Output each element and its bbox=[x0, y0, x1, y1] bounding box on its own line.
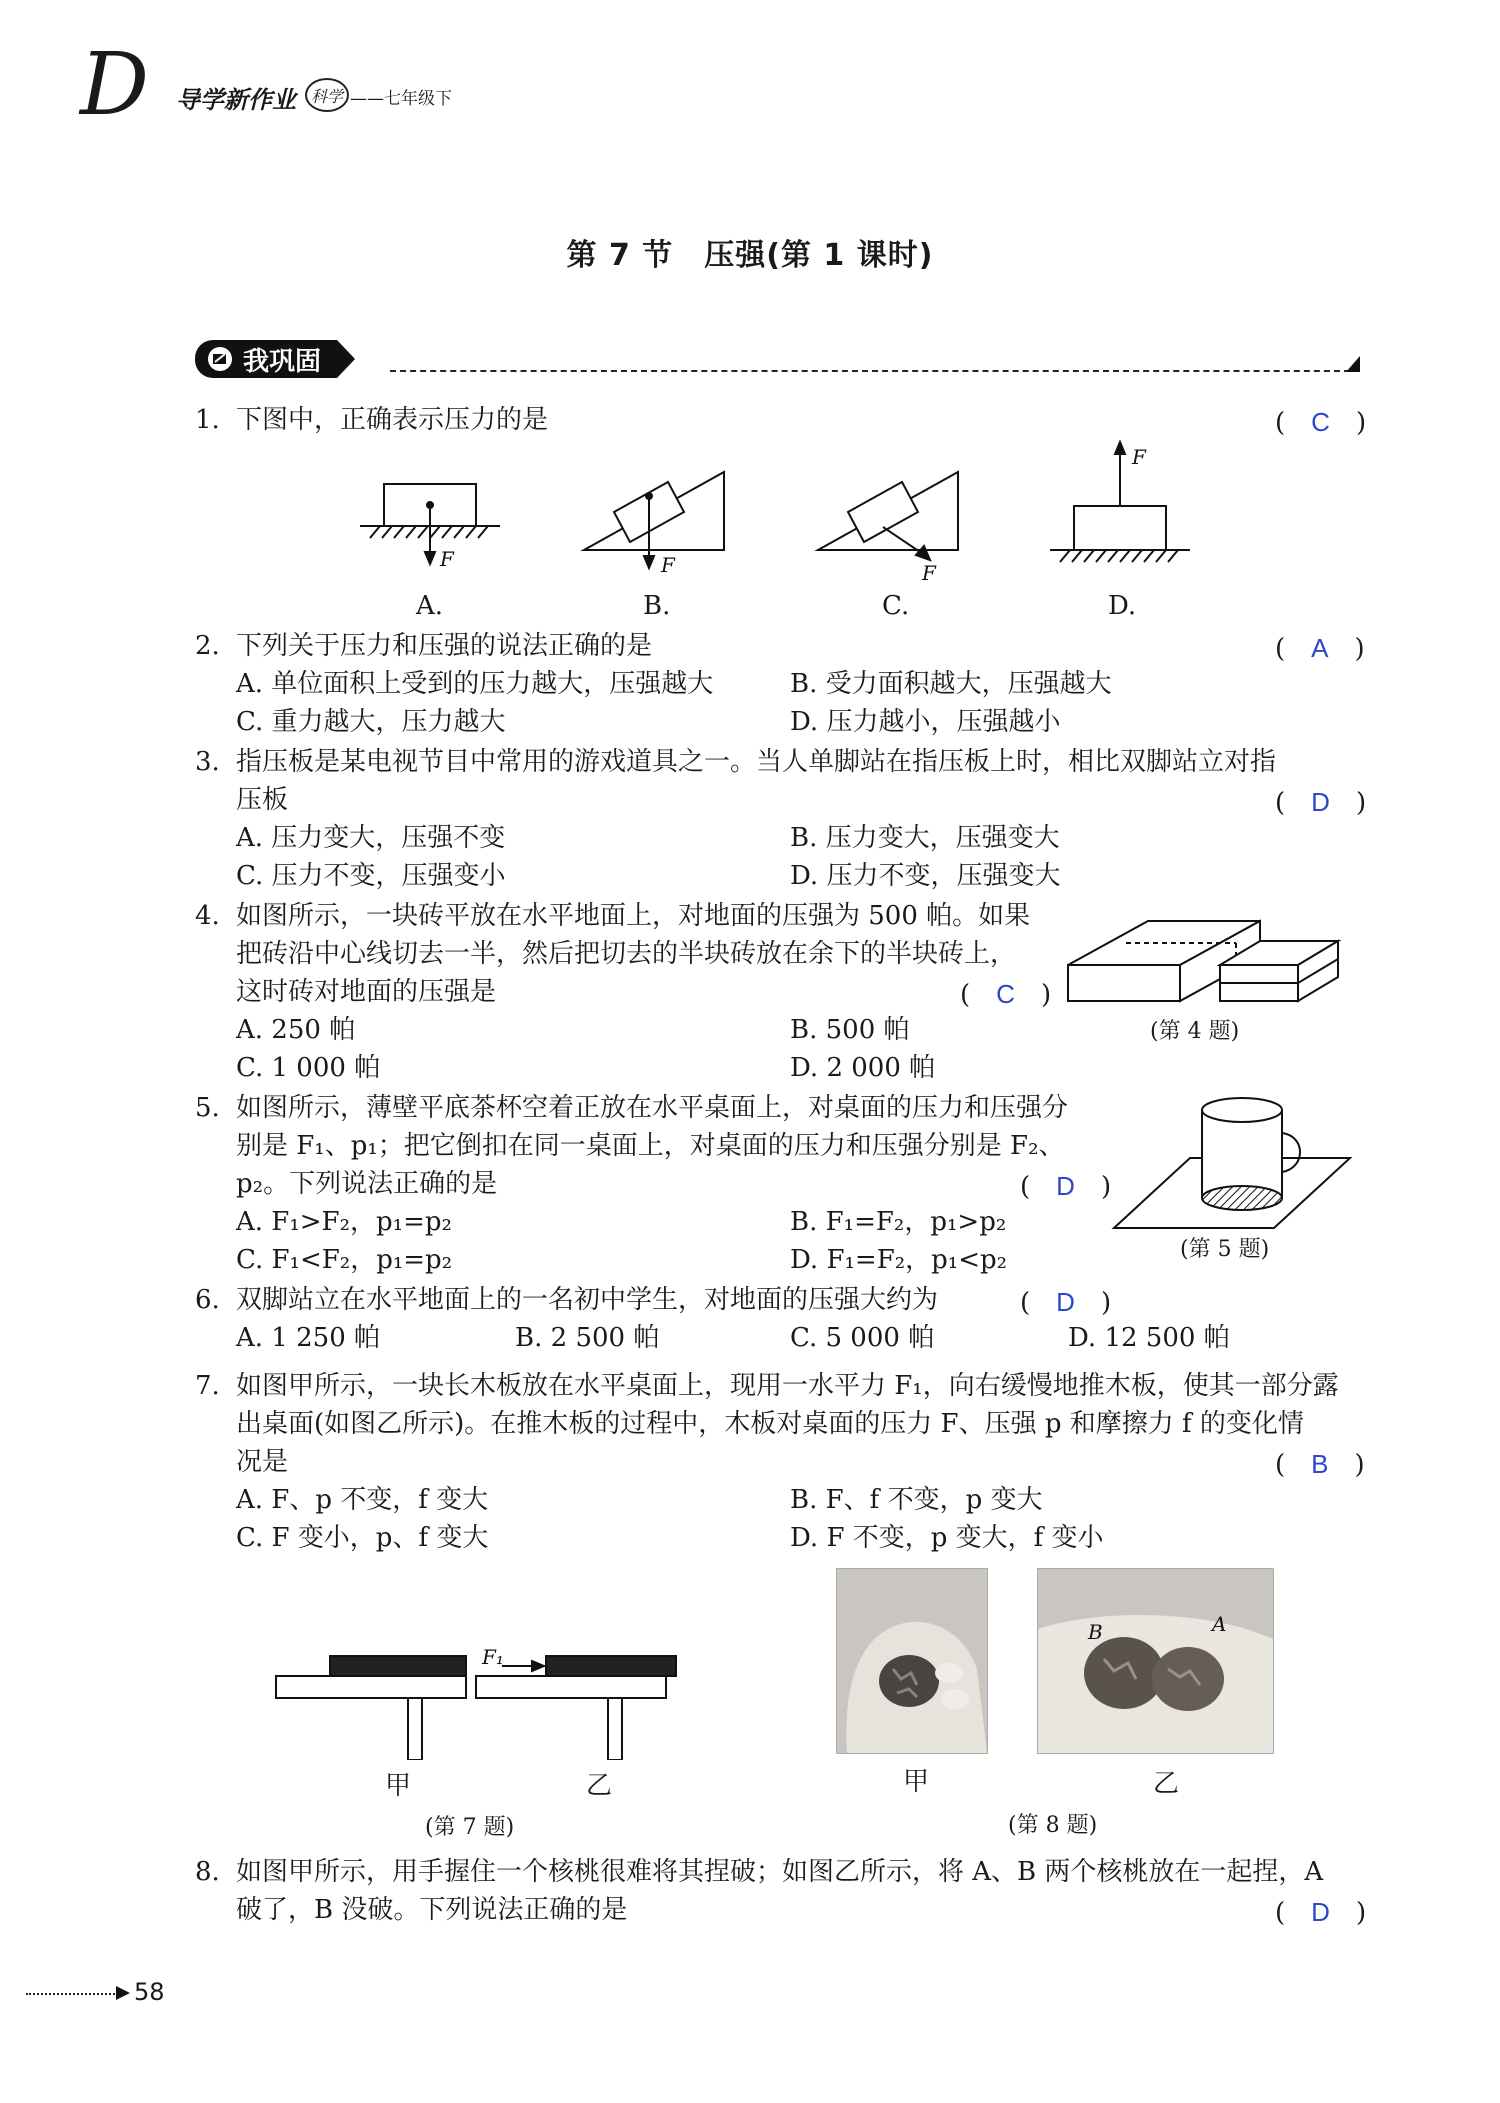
q8-stem-line2: 破了，B 没破。下列说法正确的是 bbox=[236, 1895, 628, 1925]
q3-option-c: C. 压力不变，压强变小 bbox=[236, 861, 506, 891]
section-divider bbox=[390, 370, 1350, 372]
q2-option-c: C. 重力越大，压力越大 bbox=[236, 707, 506, 737]
subject-badge bbox=[305, 78, 349, 112]
q7-stem-line3: 况是 bbox=[236, 1447, 289, 1477]
q4-option-b: B. 500 帕 bbox=[790, 1015, 910, 1045]
q1-fig-d bbox=[1050, 442, 1190, 562]
q4-answer-text: C bbox=[996, 979, 1015, 1009]
two-walnuts-in-hand-icon bbox=[1038, 1569, 1273, 1753]
q3-answer-text: D bbox=[1311, 787, 1330, 817]
q3-stem-line1: 指压板是某电视节目中常用的游戏道具之一。当人单脚站在指压板上时，相比双脚站立对指 bbox=[236, 747, 1277, 777]
q3-option-a: A. 压力变大，压强不变 bbox=[236, 823, 506, 853]
q1-answer-text: C bbox=[1311, 407, 1330, 437]
q4-option-c: C. 1 000 帕 bbox=[236, 1053, 381, 1083]
q7-figure bbox=[270, 1640, 690, 1760]
subject-badge-text: 科学 bbox=[310, 86, 343, 106]
q8-caption: (第 8 题) bbox=[1008, 1813, 1098, 1838]
q1-fig-a-force: F bbox=[440, 547, 454, 571]
q3-number: 3. bbox=[195, 747, 220, 777]
q4-stem-line1: 如图所示，一块砖平放在水平地面上，对地面的压强为 500 帕。如果 bbox=[236, 901, 1031, 931]
q5-option-c: C. F₁<F₂，p₁=p₂ bbox=[236, 1245, 453, 1275]
q1-fig-c-force: F bbox=[922, 561, 936, 585]
q5-stem-line2: 别是 F₁、p₁；把它倒扣在同一桌面上，对桌面的压力和压强分别是 F₂、 bbox=[236, 1131, 1065, 1161]
q1-label-d: D. bbox=[1108, 591, 1137, 621]
q2-answer: ( A ) bbox=[1275, 633, 1365, 664]
q1-answer: ( C ) bbox=[1275, 407, 1367, 438]
q2-answer-text: A bbox=[1311, 633, 1329, 663]
q5-stem-line1: 如图所示，薄壁平底茶杯空着正放在水平桌面上，对桌面的压力和压强分 bbox=[236, 1093, 1069, 1123]
q7-force-label: F₁ bbox=[482, 1645, 504, 1669]
q4-caption: (第 4 题) bbox=[1150, 1019, 1240, 1044]
q5-number: 5. bbox=[195, 1093, 220, 1123]
q7-stem-line2: 出桌面(如图乙所示)。在推木板的过程中，木板对桌面的压力 F、压强 p 和摩擦力 f 的变化情 bbox=[236, 1409, 1304, 1439]
q4-number: 4. bbox=[195, 901, 220, 931]
q8-stem-line1: 如图甲所示，用手握住一个核桃很难将其捏破；如图乙所示，将 A、B 两个核桃放在一起捏，A bbox=[236, 1857, 1324, 1887]
q1-label-a: A. bbox=[416, 591, 444, 621]
q2-option-b: B. 受力面积越大，压强越大 bbox=[790, 669, 1112, 699]
q4-option-d: D. 2 000 帕 bbox=[790, 1053, 936, 1083]
q6-answer-text: D bbox=[1056, 1287, 1075, 1317]
q2-option-a: A. 单位面积上受到的压力越大，压强越大 bbox=[236, 669, 714, 699]
walnut-in-hand-icon bbox=[837, 1569, 987, 1753]
q7-fig-label-yi: 乙 bbox=[586, 1771, 613, 1801]
q1-fig-a bbox=[360, 484, 500, 571]
q5-stem-line3: p₂。下列说法正确的是 bbox=[236, 1169, 498, 1199]
page-title: 第 7 节 压强(第 1 课时) bbox=[566, 238, 934, 273]
q4-stem-line2: 把砖沿中心线切去一半，然后把切去的半块砖放在余下的半块砖上， bbox=[236, 939, 1017, 969]
q7-answer-text: B bbox=[1311, 1449, 1329, 1479]
q1-fig-b bbox=[584, 472, 724, 577]
divider-arrow-icon bbox=[1346, 356, 1360, 372]
q2-number: 2. bbox=[195, 631, 220, 661]
q7-option-b: B. F、f 不变，p 变大 bbox=[790, 1485, 1043, 1515]
q8-fig-label-yi: 乙 bbox=[1153, 1769, 1180, 1799]
q6-option-b: B. 2 500 帕 bbox=[515, 1323, 660, 1353]
section-label: 我巩固 bbox=[243, 346, 322, 377]
q1-fig-d-force: F bbox=[1132, 445, 1146, 469]
q1-fig-c bbox=[818, 472, 958, 585]
q1-stem: 下图中，正确表示压力的是 bbox=[236, 405, 549, 435]
q6-stem: 双脚站立在水平地面上的一名初中学生，对地面的压强大约为 bbox=[236, 1285, 939, 1315]
q6-option-a: A. 1 250 帕 bbox=[236, 1323, 381, 1353]
q5-option-d: D. F₁=F₂，p₁<p₂ bbox=[790, 1245, 1008, 1275]
q8-photo-yi bbox=[1037, 1568, 1274, 1754]
q8-photo-jia bbox=[836, 1568, 988, 1754]
q6-answer: ( D ) bbox=[1020, 1287, 1112, 1318]
q3-option-b: B. 压力变大，压强变大 bbox=[790, 823, 1060, 853]
q2-option-d: D. 压力越小，压强越小 bbox=[790, 707, 1061, 737]
logo-letter: D bbox=[80, 35, 149, 135]
q6-option-d: D. 12 500 帕 bbox=[1068, 1323, 1230, 1353]
q5-option-a: A. F₁>F₂，p₁=p₂ bbox=[236, 1207, 452, 1237]
q7-fig-label-jia: 甲 bbox=[385, 1771, 412, 1801]
q5-answer: ( D ) bbox=[1020, 1171, 1112, 1202]
q7-option-c: C. F 变小，p、f 变大 bbox=[236, 1523, 489, 1553]
q5-caption: (第 5 题) bbox=[1180, 1237, 1270, 1262]
q1-fig-b-force: F bbox=[661, 553, 675, 577]
q4-stem-line3: 这时砖对地面的压强是 bbox=[236, 977, 497, 1007]
q3-answer: ( D ) bbox=[1275, 787, 1367, 818]
q5-option-b: B. F₁=F₂，p₁>p₂ bbox=[790, 1207, 1007, 1237]
section-banner bbox=[195, 340, 337, 378]
q7-option-d: D. F 不变，p 变大，f 变小 bbox=[790, 1523, 1104, 1553]
pencil-note-icon bbox=[205, 346, 235, 372]
q8-walnut-a-label: A bbox=[1212, 1612, 1227, 1636]
q6-option-c: C. 5 000 帕 bbox=[790, 1323, 935, 1353]
series-title: 导学新作业 bbox=[176, 86, 296, 114]
q7-caption: (第 7 题) bbox=[425, 1815, 515, 1840]
q2-stem: 下列关于压力和压强的说法正确的是 bbox=[236, 631, 653, 661]
q1-number: 1. bbox=[195, 405, 220, 435]
q3-stem-line2: 压板 bbox=[236, 785, 289, 815]
q7-stem-line1: 如图甲所示，一块长木板放在水平桌面上，现用一水平力 F₁，向右缓慢地推木板，使其一部分露 bbox=[236, 1371, 1339, 1401]
q7-answer: ( B ) bbox=[1275, 1449, 1365, 1480]
q7-option-a: A. F、p 不变，f 变大 bbox=[236, 1485, 489, 1515]
q1-label-c: C. bbox=[882, 591, 910, 621]
page-number: 58 bbox=[134, 1978, 165, 2006]
section-badge bbox=[195, 340, 337, 378]
q8-fig-label-jia: 甲 bbox=[903, 1767, 930, 1797]
q5-figure bbox=[1110, 1088, 1360, 1238]
footer-arrow-icon bbox=[116, 1986, 130, 2000]
q1-label-b: B. bbox=[643, 591, 671, 621]
q6-number: 6. bbox=[195, 1285, 220, 1315]
q3-option-d: D. 压力不变，压强变大 bbox=[790, 861, 1061, 891]
q8-number: 8. bbox=[195, 1857, 220, 1887]
q8-answer-text: D bbox=[1311, 1897, 1330, 1927]
q7-number: 7. bbox=[195, 1371, 220, 1401]
q8-answer: ( D ) bbox=[1275, 1897, 1367, 1928]
q5-answer-text: D bbox=[1056, 1171, 1075, 1201]
q8-walnut-b-label: B bbox=[1088, 1620, 1103, 1644]
footer-dotted-line bbox=[26, 1993, 118, 1995]
grade-label: ——七年级下 bbox=[350, 89, 452, 109]
q1-figures bbox=[350, 440, 1250, 600]
q4-answer: ( C ) bbox=[960, 979, 1052, 1010]
q4-figure bbox=[1060, 915, 1350, 1010]
q4-option-a: A. 250 帕 bbox=[236, 1015, 356, 1045]
